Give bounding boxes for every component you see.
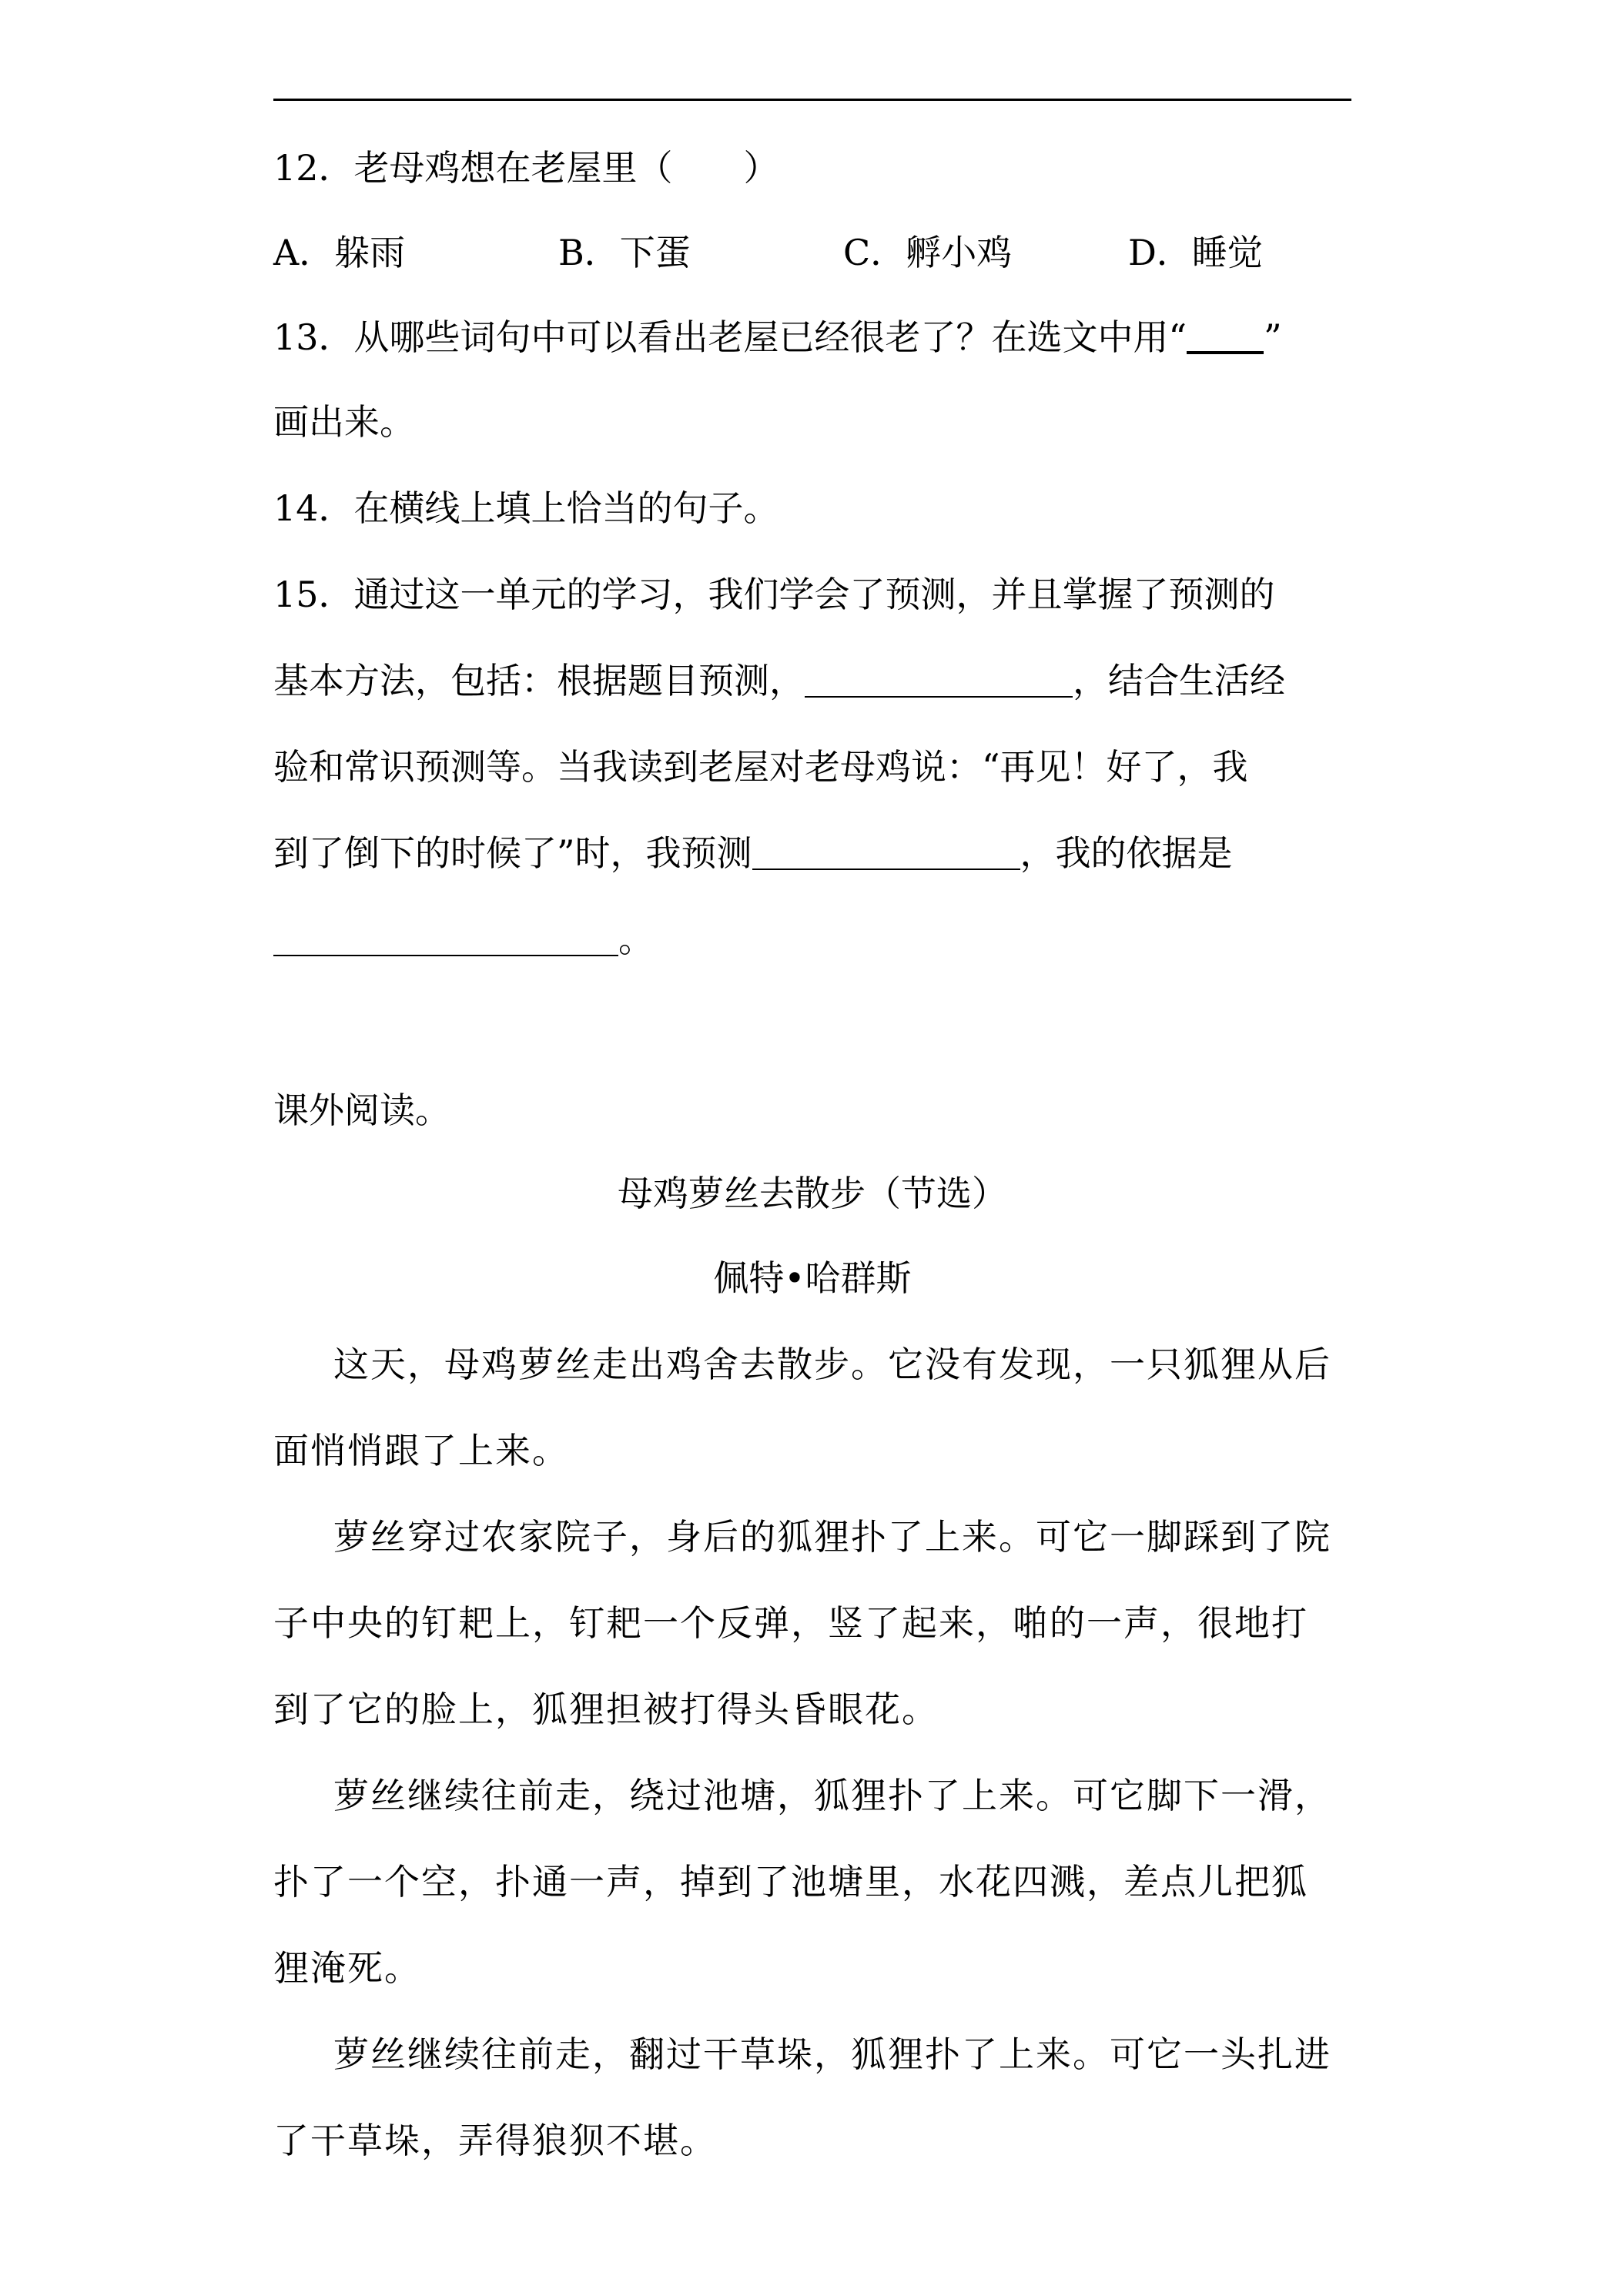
question-15-line-2-text-b: ，结合生活经 [1073,660,1285,701]
underline-sample [1187,317,1264,354]
question-13-text-a: 13．从哪些词句中可以看出老屋已经很老了？在选文中用“ [273,316,1187,358]
question-15-end-mark: 。 [618,919,654,960]
header-rule [273,99,1351,101]
paragraph-4-line-2: 了干草垛，弄得狼狈不堪。 [273,2120,717,2161]
paragraph-2-line-3: 到了它的脸上，狐狸担被打得头昏眼花。 [273,1689,939,1730]
paragraph-3-line-2: 扑了一个空，扑通一声，掉到了池塘里，水花四溅，差点儿把狐 [273,1861,1308,1903]
article-title: 母鸡萝丝去散步（节选） [618,1173,1007,1214]
question-12-option-b: B．下蛋 [558,232,691,273]
paragraph-1-line-1: 这天，母鸡萝丝走出鸡舍去散步。它没有发现，一只狐狸从后 [333,1344,1331,1385]
paragraph-1-line-2: 面悄悄跟了上来。 [273,1430,569,1471]
section-heading: 课外阅读。 [273,1089,450,1131]
question-15-line-4 [273,830,1233,876]
question-15-line-2-text-a: 基本方法，包括：根据题目预测， [273,660,805,701]
paragraph-4-line-1: 萝丝继续往前走，翻过干草垛，狐狸扑了上来。可它一头扎进 [333,2033,1331,2075]
question-15-line-4-text-b: ，我的依据是 [1020,832,1233,874]
question-15-line-3: 验和常识预测等。当我读到老屋对老母鸡说：“再见！好了，我 [273,746,1248,788]
question-12-stem: 12．老母鸡想在老屋里（ ） [273,147,779,189]
question-15-line-2 [273,658,1285,704]
question-15-line-1: 15．通过这一单元的学习，我们学会了预测，并且掌握了预测的 [273,574,1275,615]
question-13-text-b: ” [1264,316,1282,358]
question-12-option-d: D．睡觉 [1128,232,1263,273]
question-15-line-5 [273,916,654,962]
paragraph-3-line-3: 狸淹死。 [273,1947,421,1989]
question-12-option-c: C．孵小鸡 [843,232,1013,273]
answer-blank-2[interactable] [752,833,1020,870]
paragraph-2-line-2: 子中央的钉耙上，钉耙一个反弹，竖了起来，啪的一声，很地打 [273,1602,1308,1644]
question-12-option-a: A．躲雨 [273,232,406,273]
question-15-line-4-text-a: 到了倒下的时候了”时，我预测 [273,832,752,874]
article-author: 佩特•哈群斯 [713,1257,912,1299]
question-13-line-2: 画出来。 [273,401,415,443]
paragraph-3-line-1: 萝丝继续往前走，绕过池塘，狐狸扑了上来。可它脚下一滑， [333,1775,1331,1816]
paragraph-2-line-1: 萝丝穿过农家院子，身后的狐狸扑了上来。可它一脚踩到了院 [333,1516,1331,1558]
answer-blank-3[interactable] [273,919,618,956]
answer-blank-1[interactable] [805,661,1073,698]
question-14-stem: 14．在横线上填上恰当的句子。 [273,487,779,529]
question-13-line-1 [273,314,1282,360]
